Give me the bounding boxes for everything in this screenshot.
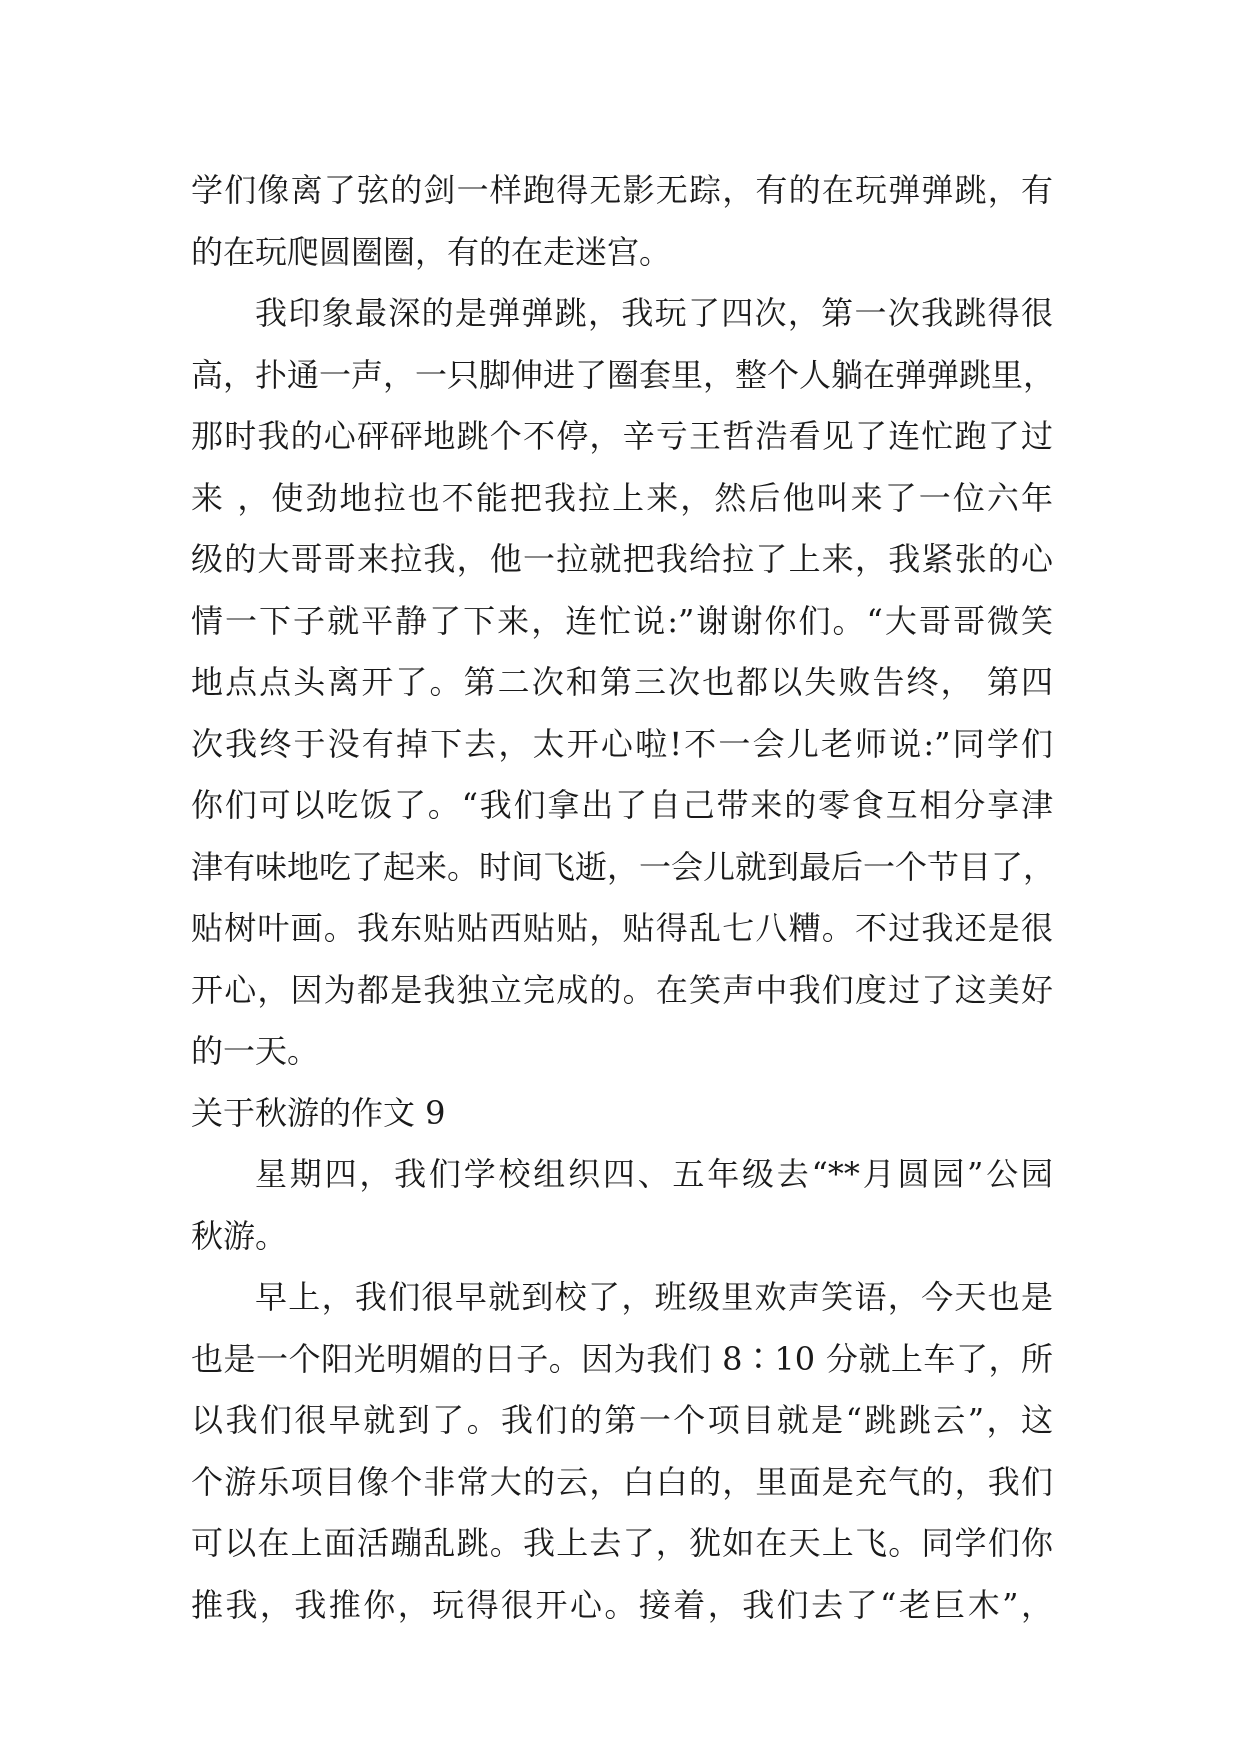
text-line: 情一下子就平静了下来，连忙说:”谢谢你们。“大哥哥微笑 [191, 601, 1053, 640]
paragraph-intro [191, 1144, 1053, 1267]
text-line: 高，扑通一声，一只脚伸进了圈套里，整个人躺在弹弹跳里， [191, 355, 1056, 394]
text-line: 以我们很早就到了。我们的第一个项目就是“跳跳云”，这 [191, 1401, 1053, 1439]
text-line: 早上，我们很早就到校了，班级里欢声笑语，今天也是 [255, 1278, 1053, 1316]
text-line: 开心，因为都是我独立完成的。在笑声中我们度过了这美好 [191, 970, 1053, 1009]
text-line: 我印象最深的是弹弹跳，我玩了四次，第一次我跳得很 [255, 294, 1053, 332]
text-line: 那时我的心砰砰地跳个不停，辛亏王哲浩看见了连忙跑了过 [191, 417, 1053, 455]
text-line: 贴树叶画。我东贴贴西贴贴，贴得乱七八糟。不过我还是很 [191, 909, 1053, 947]
paragraph-trampoline [191, 283, 1056, 1083]
text-line: 也是一个阳光明媚的日子。因为我们 8∶10 分就上车了，所 [191, 1339, 1053, 1378]
text-line: 的一天。 [191, 1032, 320, 1070]
paragraph-morning [191, 1267, 1053, 1636]
text-line: 可以在上面活蹦乱跳。我上去了，犹如在天上飞。同学们你 [191, 1524, 1053, 1562]
text-line: 推我，我推你，玩得很开心。接着，我们去了“老巨木”， [191, 1585, 1053, 1624]
text-line: 的在玩爬圆圈圈，有的在走迷宫。 [191, 232, 672, 271]
section-heading: 关于秋游的作文 9 [191, 1093, 446, 1132]
text-line: 地点点头离开了。第二次和第三次也都以失败告终， 第四 [191, 663, 1053, 701]
text-line: 个游乐项目像个非常大的云，白白的，里面是充气的，我们 [191, 1462, 1053, 1501]
text-line: 来 ，使劲地拉也不能把我拉上来，然后他叫来了一位六年 [191, 478, 1053, 517]
text-line: 津有味地吃了起来。时间飞逝，一会儿就到最后一个节目了， [191, 847, 1056, 886]
document-body [191, 160, 1056, 1636]
text-line: 星期四，我们学校组织四、五年级去“**月圆园”公园 [255, 1155, 1053, 1193]
text-line: 秋游。 [191, 1216, 288, 1255]
text-line: 你们可以吃饭了。“我们拿出了自己带来的零食互相分享津 [191, 786, 1053, 824]
text-line: 学们像离了弦的剑一样跑得无影无踪，有的在玩弹弹跳，有 [191, 171, 1053, 209]
text-line: 级的大哥哥来拉我，他一拉就把我给拉了上来，我紧张的心 [191, 540, 1053, 578]
text-line: 次我终于没有掉下去，太开心啦!不一会儿老师说:”同学们 [191, 724, 1053, 763]
paragraph-continuation [191, 160, 1053, 283]
